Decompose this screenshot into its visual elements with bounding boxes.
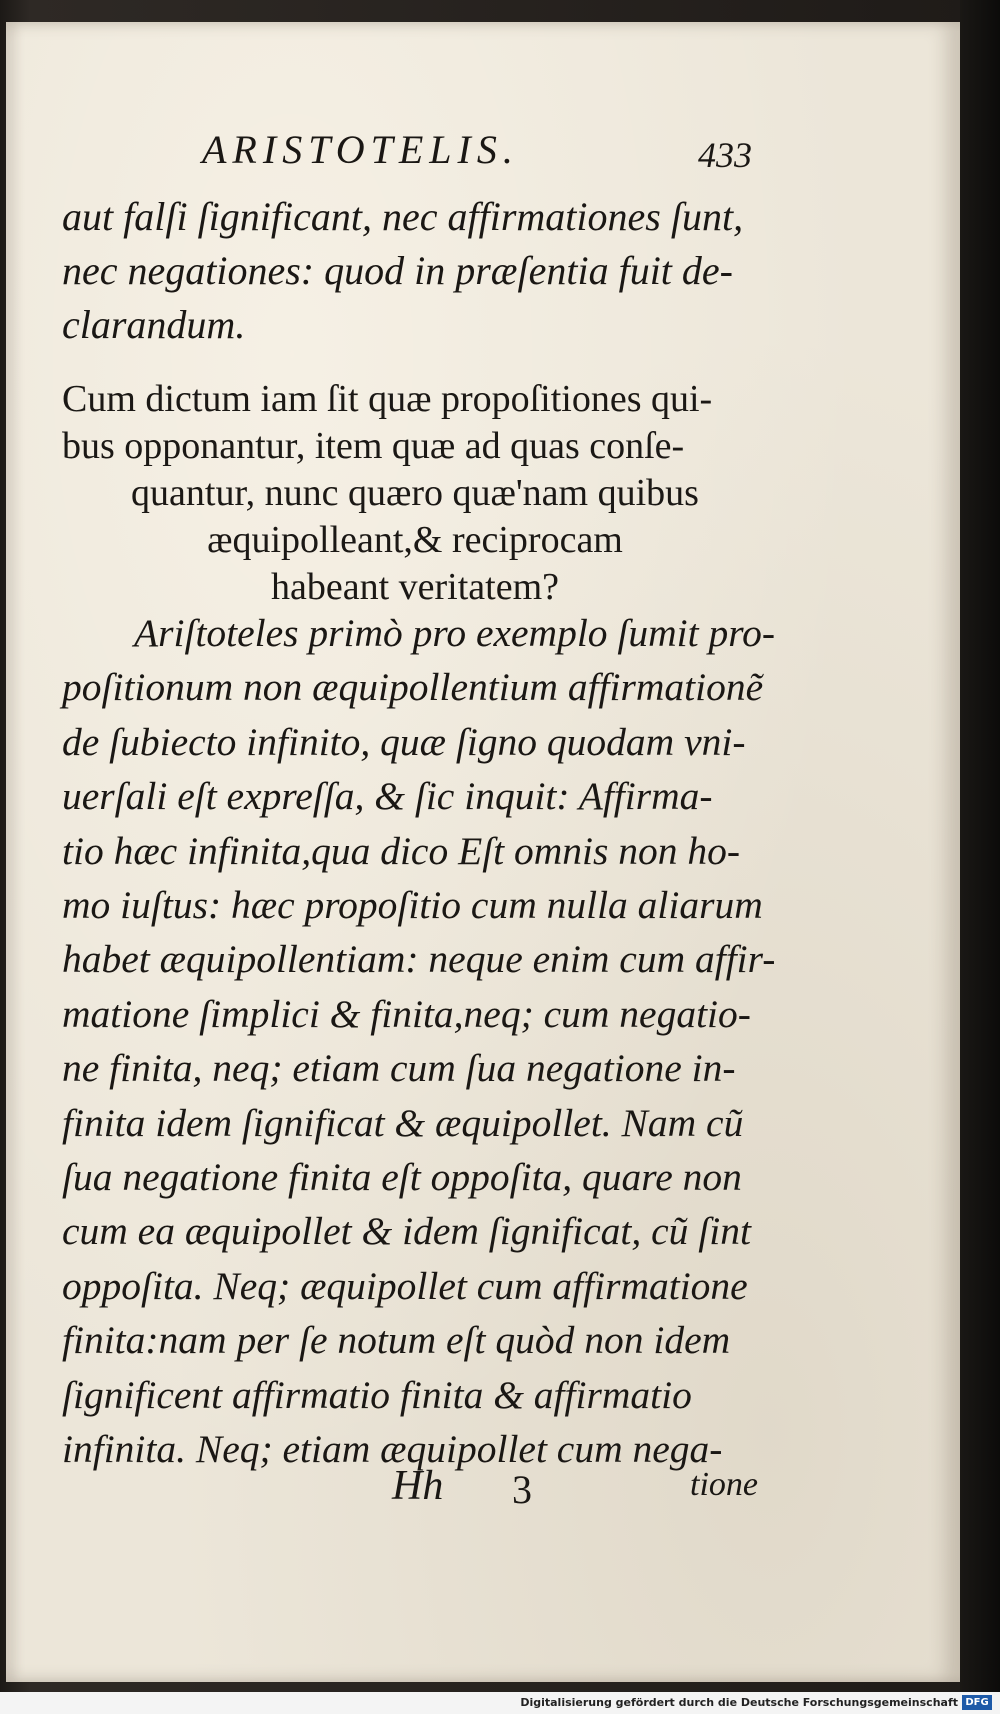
text-line: tio hæc infinita,qua dico Eſt omnis non ho- xyxy=(62,828,741,873)
folio-number: 433 xyxy=(698,135,752,175)
heading-line: æquipolleant,& reciprocam xyxy=(207,519,623,561)
text-line: nec negationes: quod in præſentia fuit de- xyxy=(62,248,733,293)
text-line: ſua negatione finita eſt oppoſita, quare non xyxy=(62,1155,742,1200)
scan-edge xyxy=(960,0,1000,1714)
continuation-paragraph xyxy=(62,190,768,352)
text-line: mo iuſtus: hæc propoſitio cum nulla aliarum xyxy=(62,883,763,928)
text-line: finita:nam per ſe notum eſt quòd non idem xyxy=(62,1318,731,1363)
running-head: ARISTOTELIS. xyxy=(202,127,519,172)
heading-line: bus opponantur, item quæ ad quas conſe- xyxy=(62,425,685,467)
signature-mark: Hh xyxy=(392,1463,444,1509)
catchword: tione xyxy=(690,1466,758,1503)
dfg-logo-icon: DFG xyxy=(962,1695,992,1710)
heading-line: quantur, nunc quæro quæ'nam quibus xyxy=(131,472,699,514)
heading-line: Cum dictum iam ſit quæ propoſitiones qui- xyxy=(62,378,713,420)
text-line: de ſubiecto infinito, quæ ſigno quodam vni- xyxy=(62,719,746,764)
text-line: uerſali eſt expreſſa, & ſic inquit: Affirma- xyxy=(62,774,713,819)
funding-credit: Digitalisierung gefördert durch die Deutsche Forschungsgemeinschaft xyxy=(520,1696,958,1709)
question-heading xyxy=(62,376,768,611)
text-line: infinita. Neq; etiam æquipollet cum nega- xyxy=(62,1427,723,1472)
text-line: ne finita, neq; etiam cum ſua negatione in- xyxy=(62,1046,736,1091)
text-line: Ariſtoteles primò pro exemplo ſumit pro- xyxy=(134,611,776,655)
text-line: poſitionum non æquipollentium affirmationẽ xyxy=(62,665,764,710)
text-line: cum ea æquipollet & idem ſignificat, cũ ſint xyxy=(62,1209,751,1254)
text-line: ſignificent affirmatio finita & affirmatio xyxy=(62,1372,692,1417)
heading-line: habeant veritatem? xyxy=(270,566,559,608)
text-line: oppoſita. Neq; æquipollet cum affirmatione xyxy=(62,1263,748,1308)
commentary-paragraph xyxy=(62,606,774,1477)
signature-number: 3 xyxy=(512,1467,532,1512)
book-page xyxy=(6,22,960,1682)
text-line: clarandum. xyxy=(62,302,246,347)
text-line: aut falſi ſignificant, nec affirmationes ſunt, xyxy=(62,194,744,239)
text-line: matione ſimplici & finita,neq; cum negatio- xyxy=(62,991,751,1036)
footer-strip xyxy=(0,1692,1000,1714)
text-line: finita idem ſignificat & æquipollet. Nam cũ xyxy=(62,1100,744,1145)
text-line: habet æquipollentiam: neque enim cum affir- xyxy=(62,937,776,982)
